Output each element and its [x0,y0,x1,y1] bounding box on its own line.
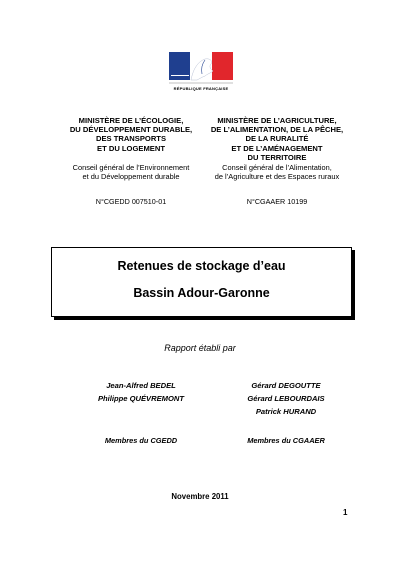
council-line: Conseil général de l’Alimentation, [222,163,332,173]
author-name: Gérard LEBOURDAIS [247,394,325,404]
council-name [202,163,352,181]
ministry-ecology [56,116,206,206]
ministry-name-line: DE L’ALIMENTATION, DE LA PÊCHE, [210,125,344,135]
council-line: Conseil général de l’Environnement [72,162,190,172]
council-line: de l’Agriculture et des Espaces ruraux [214,172,340,182]
ministry-name [56,116,206,153]
members-cgedd: Membres du CGEDD [104,436,178,445]
report-label: Rapport établi par [164,343,236,353]
document-title: Retenues de stockage d’eau [117,259,286,273]
ministry-name-line: MINISTÈRE DE L’ÉCOLOGIE, [78,116,184,125]
ministry-name-line: DE LA RURALITÉ [245,134,309,144]
author-name: Patrick HURAND [255,407,317,417]
title-box [51,247,352,317]
ministry-agriculture [202,116,352,206]
logo-caption: RÉPUBLIQUE FRANÇAISE [173,86,229,91]
page-number: 1 [343,508,348,517]
ministry-name-line: DU TERRITOIRE [247,152,307,162]
author-name: Gérard DEGOUTTE [251,381,321,390]
ministry-name-line: MINISTÈRE DE L’AGRICULTURE, [217,116,337,125]
ministry-name [202,116,352,162]
ministry-name-line: DES TRANSPORTS [95,134,167,144]
report-reference: N°CGEDD 007510-01 [95,197,167,207]
council-name [56,163,206,181]
document-subtitle: Bassin Adour-Garonne [133,286,270,300]
author-name: Jean-Alfred BEDEL [106,381,176,390]
ministry-name-line: DU DÉVELOPPEMENT DURABLE, [69,125,193,135]
ministry-name-line: ET DE L’AMÉNAGEMENT [231,143,323,153]
authors-cgaaer [221,379,351,419]
authors-cgedd [76,379,206,405]
report-date: Novembre 2011 [171,492,229,501]
author-name: Philippe QUÉVREMONT [97,394,185,404]
members-cgaaer: Membres du CGAAER [247,436,325,445]
report-reference: N°CGAAER 10199 [246,197,308,207]
council-line: et du Développement durable [82,172,180,182]
ministry-name-line: ET DU LOGEMENT [97,143,165,153]
